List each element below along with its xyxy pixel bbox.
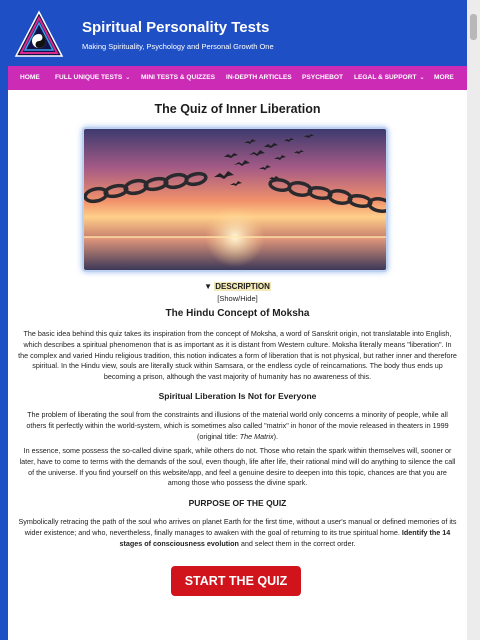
chevron-down-icon: ⌄ xyxy=(419,75,425,81)
scrollbar-thumb[interactable] xyxy=(470,14,477,40)
nav-item-label: LEGAL & SUPPORT xyxy=(354,74,417,81)
heading-moksha: The Hindu Concept of Moksha xyxy=(165,308,310,319)
main-content xyxy=(8,90,467,640)
start-quiz-button[interactable]: START THE QUIZ xyxy=(171,566,301,596)
description-toggle[interactable] xyxy=(8,282,467,291)
paragraph-matrix xyxy=(18,410,457,442)
paragraph-emphasis: Identify the 14 stages of consciousness evolution xyxy=(119,527,451,548)
paragraph-purpose xyxy=(18,517,457,549)
site-title[interactable]: Spiritual Personality Tests xyxy=(82,19,270,36)
nav-item-more[interactable] xyxy=(434,66,454,90)
paragraph-text: and select them in the correct order. xyxy=(238,538,356,548)
nav-item-full-unique-tests[interactable] xyxy=(55,66,130,90)
paragraph-text: Symbolically retracing the path of the soul who arrives on planet Earth for the first time, without a user's manual or defined memories of its wider existence; and who, nevertheless, finally manages to awaken with the goal of returning to its true spiritual home. xyxy=(18,517,457,537)
heading-liberation: Spiritual Liberation Is Not for Everyone xyxy=(158,391,317,401)
site-tagline: Making Spirituality, Psychology and Personal Growth One xyxy=(82,42,274,51)
description-label: DESCRIPTION xyxy=(215,282,270,291)
chevron-down-icon: ⌄ xyxy=(125,75,131,81)
hero-image xyxy=(82,127,388,272)
nav-item-mini-tests[interactable] xyxy=(141,66,215,90)
triangle-down-icon: ▼ xyxy=(204,282,212,291)
main-nav xyxy=(8,66,467,90)
movie-title: The Matrix xyxy=(239,431,274,441)
heading-purpose: PURPOSE OF THE QUIZ xyxy=(188,498,287,508)
nav-item-label: IN-DEPTH ARTICLES xyxy=(226,74,292,81)
page-scrollbar[interactable] xyxy=(467,0,480,640)
show-hide-link[interactable]: [Show/Hide] xyxy=(217,294,258,303)
nav-item-label: PSYCHEBOT xyxy=(302,74,344,81)
site-header xyxy=(0,0,480,66)
paragraph-text: The problem of liberating the soul from the constraints and illusions of the material world only concerns a minority of people, while all others fit perfectly within the world-system, which is sometimes also called "matrix" in honor of the movie released in theaters in 1999 (original title: xyxy=(26,410,449,441)
paragraph-moksha: The basic idea behind this quiz takes its inspiration from the concept of Moksha, a word of Sanskrit origin, not translatable into English, which describes a spiritual phenomenon that is as important as it is distant from Western culture. Moksha literally means "liberation". In the complex and varied Hindu religious tradition, this notion indicates a form of liberation that is not physical, but rather inner and therefore spiritual. In the Hindu view, souls are literally stuck within Samsara, or the endless cycle of reincarnations. The body thus ends up becoming a prison, although the vast majority of humanity has no awareness of this. xyxy=(18,329,457,382)
paragraph-divine-spark: In essence, some possess the so-called divine spark, while others do not. Those who retain the spark within themselves will, sooner or later, have to come to terms with the demands of the soul, even though, life after life, their rational mind will do anything to silence the call of the universe. If you find yourself on this website/app, and feel a genuine desire to deepen into this topic, chances are that you are among those who possess the divine spark. xyxy=(19,446,456,488)
site-logo[interactable] xyxy=(14,10,64,60)
nav-item-legal-support[interactable] xyxy=(354,66,425,90)
nav-item-label: FULL UNIQUE TESTS xyxy=(55,74,123,81)
nav-item-home[interactable] xyxy=(20,66,40,90)
nav-item-label: HOME xyxy=(20,74,40,81)
nav-item-articles[interactable] xyxy=(226,66,292,90)
nav-item-label: MINI TESTS & QUIZZES xyxy=(141,74,215,81)
paragraph-text: ). xyxy=(273,431,279,441)
nav-item-psychebot[interactable] xyxy=(302,66,343,90)
nav-item-label: MORE xyxy=(434,74,454,81)
page-title: The Quiz of Inner Liberation xyxy=(154,102,321,116)
